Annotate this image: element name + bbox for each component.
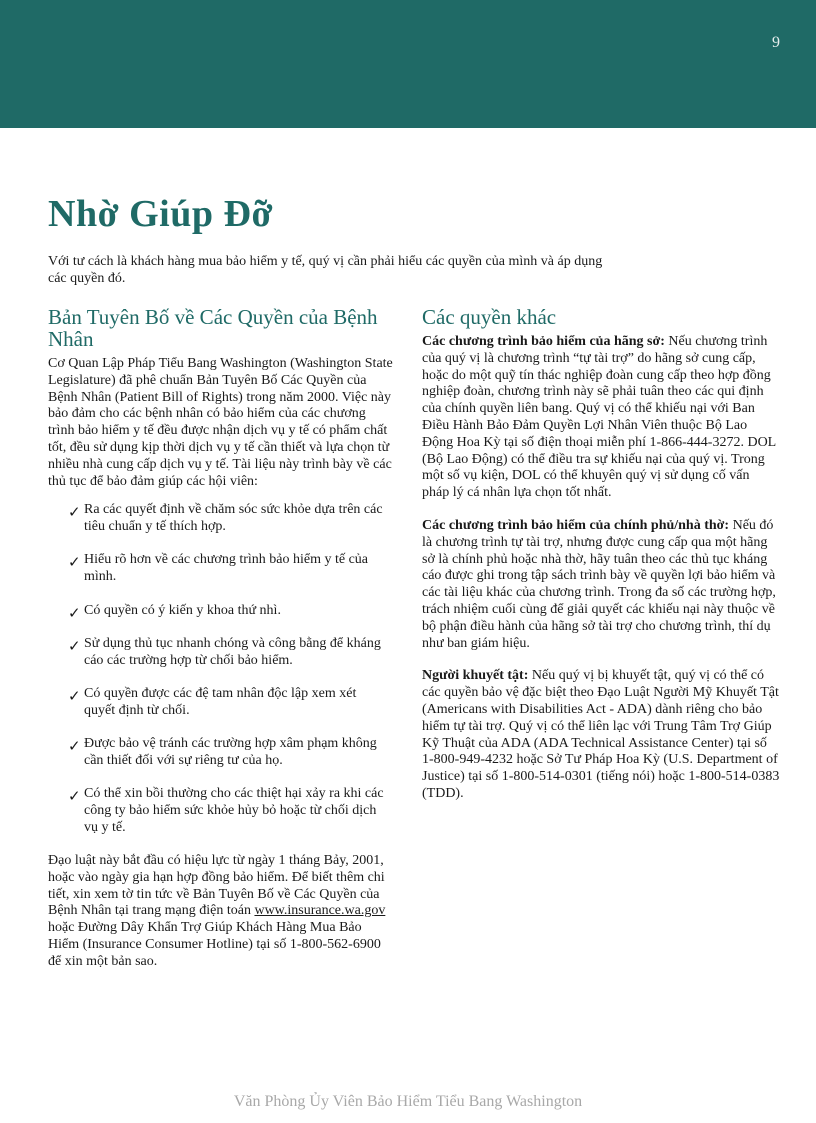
patient-rights-paragraph: Cơ Quan Lập Pháp Tiểu Bang Washington (Washington State Legislature) đã phê chuẩn Bản Tuyên Bố Các Quyền của Bệnh Nhân (Patient Bill of Rights) trong năm 2000. Việc này bảo đảm cho các bệnh nhân có bảo hiểm của các chương trình bảo hiểm y tế đều được nhận dịch vụ y tế có phẩm chất tốt, đều sử dụng kịp thời dịch vụ y tế cần thiết và lựa chọn từ nhiều nhà cung cấp dịch vụ y tế. Tài liệu này trình bày về các thủ tục để bảo đảm giúp các hội viên: bbox=[48, 356, 393, 489]
outro-text-before: Đạo luật này bắt đầu có hiệu lực từ ngày 1 tháng Bảy, 2001, hoặc vào ngày gia hạn hợp đồng bảo hiểm. Để biết thêm chi tiết, xin xem tờ tin tức về Bản Tuyên Bố về Các Quyền của Bệnh Nhân tại trang mạng điện toán bbox=[48, 853, 385, 919]
checkmark-icon: ✓ bbox=[68, 688, 81, 705]
government-church-plans-paragraph bbox=[422, 518, 780, 652]
government-church-plans-text: Nếu đó là chương trình tự tài trợ, nhưng được cung cấp qua một hãng sở là chính phủ hoặc nhà thờ, hãy tuân theo các thủ tục kháng cáo được ghi trong tập sách trình bày về quyền lợi bảo hiểm và các tài liệu khác của chương trình. Trong đa số các trường hợp, trách nhiệm cuối cùng để giải quyết các khiếu nại này thuộc về bộ phận điều hành của hãng sở tài trợ cho chương trình, thí dụ như ban giám hiệu. bbox=[422, 517, 776, 651]
rights-checklist bbox=[48, 502, 393, 836]
disabilities-paragraph bbox=[422, 668, 780, 802]
employer-plans-paragraph bbox=[422, 334, 780, 502]
list-item-text: Có quyền có ý kiến y khoa thứ nhì. bbox=[84, 602, 281, 618]
list-item-text: Có thể xin bồi thường cho các thiệt hại xảy ra khi các công ty bảo hiểm sức khỏe hủy bỏ hoặc từ chối dịch vụ y tế. bbox=[84, 786, 384, 835]
list-item bbox=[48, 686, 390, 720]
intro-paragraph: Với tư cách là khách hàng mua bảo hiểm y tế, quý vị cần phải hiểu các quyền của mình và áp dụng các quyền đó. bbox=[48, 254, 603, 286]
employer-plans-text: Nếu chương trình của quý vị là chương trình “tự tài trợ” do hãng sở cung cấp, hoặc do một quỹ tín thác nghiệp đoàn cung cấp theo hợp đồng nghiệp đoàn, chương trình này sẽ phải tuân theo các qui định của chính quyền liên bang. Quý vị có thể khiếu nại với Ban Điều Hành Bảo Đảm Quyền Lợi Nhân Viên thuộc Bộ Lao Động Hoa Kỳ tại số điện thoại miễn phí 1-866-444-3272. DOL (Bộ Lao Động) có thể điều tra sự khiếu nại của quý vị. Trong một số vụ kiện, DOL có thể khuyên quý vị sử dụng cố vấn pháp lý cá nhân lựa chọn tốt nhất. bbox=[422, 334, 776, 501]
effective-date-paragraph bbox=[48, 853, 393, 971]
right-column bbox=[422, 306, 780, 819]
list-item-text: Hiểu rõ hơn về các chương trình bảo hiểm y tế của mình. bbox=[84, 552, 369, 585]
government-church-plans-lead: Các chương trình bảo hiểm của chính phủ/nhà thờ: bbox=[422, 517, 730, 533]
disabilities-text: Nếu quý vị bị khuyết tật, quý vị có thể có các quyền bảo vệ đặc biệt theo Đạo Luật Người Mỹ Khuyết Tật (Americans with Disabilities Act - ADA) dành riêng cho bảo hiểm tự tài trợ. Quý vị có thể liên lạc với Trung Tâm Trợ Giúp Kỹ Thuật của ADA (ADA Technical Assistance Center) tại số 1-800-949-4232 hoặc Sở Tư Pháp Hoa Kỳ (U.S. Department of Justice) tại số 1-800-514-0301 (tiếng nói) hoặc 1-800-514-0383 (TDD). bbox=[422, 668, 780, 801]
checkmark-icon: ✓ bbox=[68, 605, 81, 622]
checkmark-icon: ✓ bbox=[68, 638, 81, 655]
list-item bbox=[48, 552, 390, 586]
list-item-text: Sử dụng thủ tục nhanh chóng và công bằng để kháng cáo các trường hợp từ chối bảo hiểm. bbox=[84, 635, 381, 668]
employer-plans-lead: Các chương trình bảo hiểm của hãng sở: bbox=[422, 334, 665, 349]
page-number: 9 bbox=[772, 34, 780, 51]
page-title: Nhờ Giúp Đỡ bbox=[48, 193, 273, 235]
header-banner bbox=[0, 0, 816, 128]
disabilities-lead: Người khuyết tật: bbox=[422, 668, 529, 684]
list-item-text: Được bảo vệ tránh các trường hợp xâm phạm không cần thiết đối với sự riêng tư của họ. bbox=[84, 736, 377, 768]
checkmark-icon: ✓ bbox=[68, 789, 81, 806]
list-item bbox=[48, 786, 390, 836]
other-rights-heading: Các quyền khác bbox=[422, 305, 557, 329]
checkmark-icon: ✓ bbox=[68, 505, 81, 522]
outro-text-after: hoặc Đường Dây Khẩn Trợ Giúp Khách Hàng Mua Bảo Hiểm (Insurance Consumer Hotline) tại số 1-800-562-6900 để xin một bản sao. bbox=[48, 920, 381, 969]
list-item bbox=[48, 636, 390, 670]
checkmark-icon: ✓ bbox=[68, 739, 81, 756]
left-column bbox=[48, 306, 393, 971]
list-item bbox=[48, 736, 390, 770]
insurance-website-link[interactable]: www.insurance.wa.gov bbox=[254, 903, 386, 919]
list-item-text: Có quyền được các đệ tam nhân độc lập xem xét quyết định từ chối. bbox=[84, 685, 357, 718]
patient-rights-heading: Bản Tuyên Bố về Các Quyền của Bệnh Nhân bbox=[48, 305, 378, 351]
checkmark-icon: ✓ bbox=[68, 555, 81, 572]
list-item bbox=[48, 502, 390, 536]
page-footer: Văn Phòng Ủy Viên Bảo Hiểm Tiểu Bang Washington bbox=[233, 1093, 583, 1110]
list-item-text: Ra các quyết định về chăm sóc sức khỏe dựa trên các tiêu chuẩn y tế thích hợp. bbox=[84, 502, 383, 535]
list-item bbox=[48, 603, 390, 620]
